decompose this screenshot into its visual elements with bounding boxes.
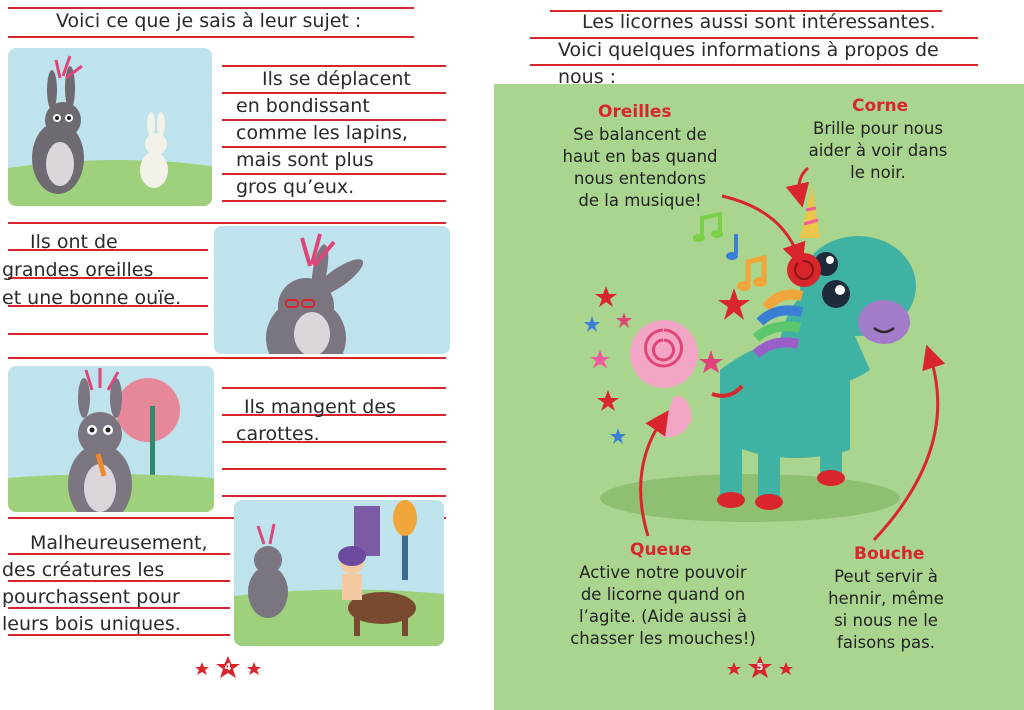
tail-title: Queue xyxy=(630,540,692,560)
ears-desc-line: nous entendons xyxy=(573,169,707,188)
fact1-line: mais sont plus xyxy=(236,149,374,171)
intro-text: Voici ce que je sais à leur sujet : xyxy=(56,10,362,32)
jackalope-centaur-illustration xyxy=(234,500,444,646)
page-number-right xyxy=(720,654,800,684)
tail-desc-line: chasser les mouches!) xyxy=(570,629,756,648)
fact3-line: carottes. xyxy=(236,423,320,445)
mouth-desc-line: Peut servir à xyxy=(834,567,938,586)
mouth-title: Bouche xyxy=(854,544,925,564)
fact1-line: Ils se déplacent xyxy=(262,68,411,90)
ruled-line xyxy=(222,495,446,497)
horn-desc-line: aider à voir dans xyxy=(808,141,948,160)
right-intro-line: Les licornes aussi sont intéressantes. xyxy=(582,11,936,33)
ruled-line xyxy=(8,333,208,335)
fact1-line: gros qu’eux. xyxy=(236,176,355,198)
right-page xyxy=(490,0,1024,710)
jackalope-bunny-illustration xyxy=(8,48,212,206)
horn-desc-line: le noir. xyxy=(850,163,906,182)
ruled-line xyxy=(222,387,446,389)
ruled-line xyxy=(8,222,446,224)
fact2-line: Ils ont de xyxy=(30,231,118,253)
ears-desc-line: Se balancent de xyxy=(573,125,707,144)
page-number-5: 5 xyxy=(756,662,764,673)
horn-desc-line: Brille pour nous xyxy=(813,119,943,138)
fact4-line: pourchassent pour xyxy=(2,586,180,608)
tail-desc-line: Active notre pouvoir xyxy=(579,563,747,582)
left-page xyxy=(0,0,490,710)
ruled-line xyxy=(8,357,446,359)
ears-title: Oreilles xyxy=(598,102,672,122)
ruled-line xyxy=(8,36,414,38)
fact1-line: en bondissant xyxy=(236,95,370,117)
ruled-line xyxy=(222,468,446,470)
fact4-line: leurs bois uniques. xyxy=(2,613,181,635)
mouth-desc-line: hennir, même xyxy=(828,589,944,608)
fact2-line: et une bonne ouïe. xyxy=(2,287,182,309)
tail-desc-line: l’agite. (Aide aussi à xyxy=(579,607,747,626)
tail-desc-line: de licorne quand on xyxy=(580,585,746,604)
fact3-line: Ils mangent des xyxy=(244,396,396,418)
mouth-desc-line: faisons pas. xyxy=(837,633,935,652)
right-intro-line: Voici quelques informations à propos de xyxy=(558,39,939,61)
fact1-line: comme les lapins, xyxy=(236,122,408,144)
page-number-4: 4 xyxy=(224,662,232,673)
jackalope-carrot-illustration xyxy=(8,366,214,512)
ears-desc-line: haut en bas quand xyxy=(562,147,718,166)
right-intro-line: nous : xyxy=(558,66,617,88)
fact4-line: des créatures les xyxy=(2,559,165,581)
jackalope-ears-illustration xyxy=(214,226,450,354)
mouth-desc-line: si nous ne le xyxy=(834,611,938,630)
fact4-line: Malheureusement, xyxy=(30,532,208,554)
page-number-left xyxy=(188,654,268,684)
horn-title: Corne xyxy=(852,96,909,116)
ears-desc-line: de la musique! xyxy=(578,191,702,210)
fact2-line: grandes oreilles xyxy=(2,259,154,281)
